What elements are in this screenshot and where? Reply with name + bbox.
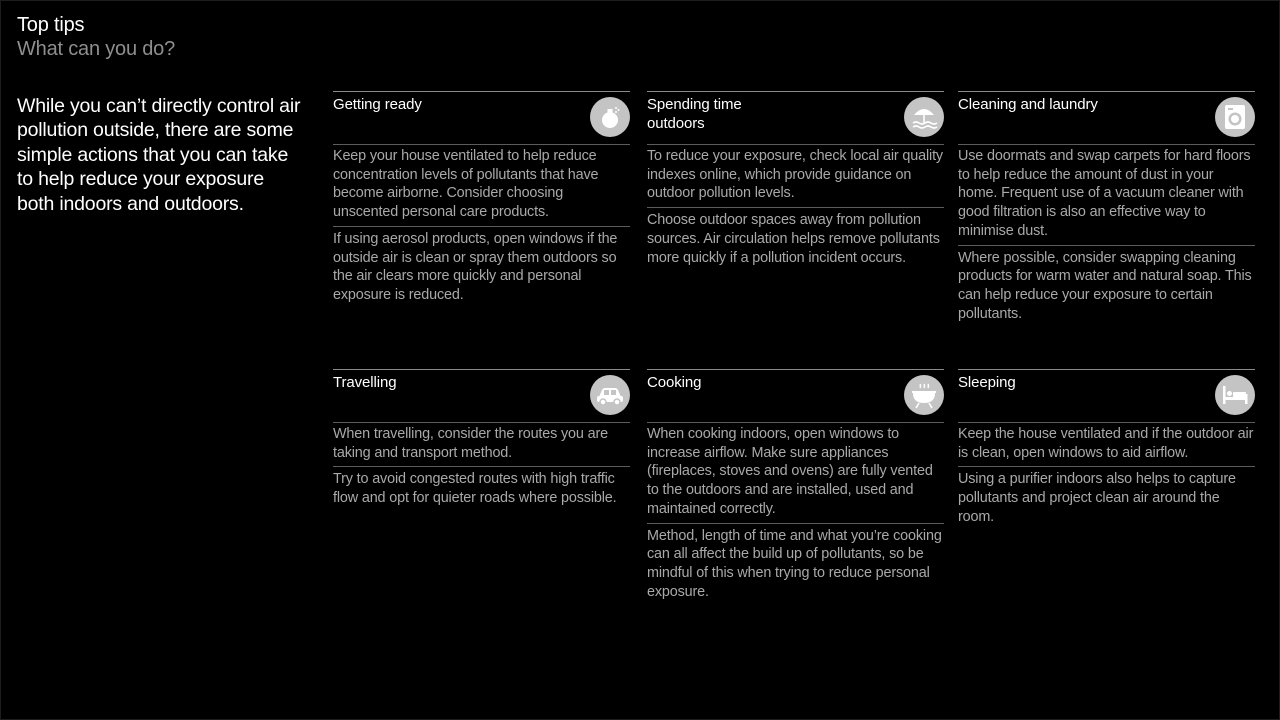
- tip-card-cooking: [647, 369, 944, 605]
- barbecue-grill-icon: [904, 375, 944, 415]
- card-title: Sleeping: [958, 374, 1016, 391]
- card-paragraph: Use doormats and swap carpets for hard floors to help reduce the amount of dust in your home. Frequent use of a vacuum cleaner with good filtration is also an effective way to minimise dust.: [958, 148, 1251, 239]
- card-paragraph: Where possible, consider swapping cleaning products for warm water and natural soap. This can help reduce your exposure to certain pollutants.: [958, 245, 1255, 328]
- tip-card-cleaning-and-laundry: [958, 91, 1255, 327]
- washing-machine-icon: [1215, 97, 1255, 137]
- card-header: [647, 369, 944, 423]
- card-header: [647, 91, 944, 145]
- card-title: Getting ready: [333, 96, 422, 113]
- card-paragraph: To reduce your exposure, check local air quality indexes online, which provide guidance on outdoor pollution levels.: [647, 148, 943, 202]
- card-paragraph: If using aerosol products, open windows if the outside air is clean or spray them outdoors so the air clears more quickly and personal exposure is reduced.: [333, 226, 630, 309]
- card-header: [333, 369, 630, 423]
- card-paragraph: Choose outdoor spaces away from pollution sources. Air circulation helps remove pollutants more quickly if a pollution incident occurs.: [647, 207, 944, 271]
- tip-card-travelling: [333, 369, 630, 512]
- card-paragraph: Keep your house ventilated to help reduce concentration levels of pollutants that have become airborne. Consider choosing unscented personal care products.: [333, 148, 599, 221]
- card-header: [958, 369, 1255, 423]
- page-subtitle: What can you do?: [17, 38, 176, 60]
- card-title: Cleaning and laundry: [958, 96, 1098, 113]
- card-title: Travelling: [333, 374, 397, 391]
- card-title: Cooking: [647, 374, 702, 391]
- card-title: Spending time outdoors: [647, 96, 742, 132]
- card-paragraph: Using a purifier indoors also helps to capture pollutants and project clean air around the room.: [958, 466, 1255, 530]
- car-icon: [590, 375, 630, 415]
- tip-card-sleeping: [958, 369, 1255, 531]
- card-paragraph: Keep the house ventilated and if the outdoor air is clean, open windows to aid airflow.: [958, 426, 1254, 461]
- intro-text: While you can’t directly control air pollution outside, there are some simple actions that you can take to help reduce your exposure both indoors and outdoors.: [17, 95, 301, 215]
- tip-card-getting-ready: [333, 91, 630, 309]
- beach-umbrella-icon: [904, 97, 944, 137]
- card-paragraph: When cooking indoors, open windows to increase airflow. Make sure appliances (fireplaces, stoves and ovens) are fully vented to the outdoors and are installed, used and maintained correctly.: [647, 426, 933, 517]
- page-title: Top tips: [17, 14, 85, 36]
- card-paragraph: When travelling, consider the routes you are taking and transport method.: [333, 426, 608, 461]
- card-header: [958, 91, 1255, 145]
- tip-card-spending-time-outdoors: [647, 91, 944, 271]
- card-paragraph: Method, length of time and what you’re cooking can all affect the build up of pollutants, so be mindful of this when trying to reduce personal exposure.: [647, 523, 944, 606]
- bed-icon: [1215, 375, 1255, 415]
- card-paragraph: Try to avoid congested routes with high traffic flow and opt for quieter roads where possible.: [333, 466, 630, 511]
- perfume-bottle-icon: [590, 97, 630, 137]
- card-header: [333, 91, 630, 145]
